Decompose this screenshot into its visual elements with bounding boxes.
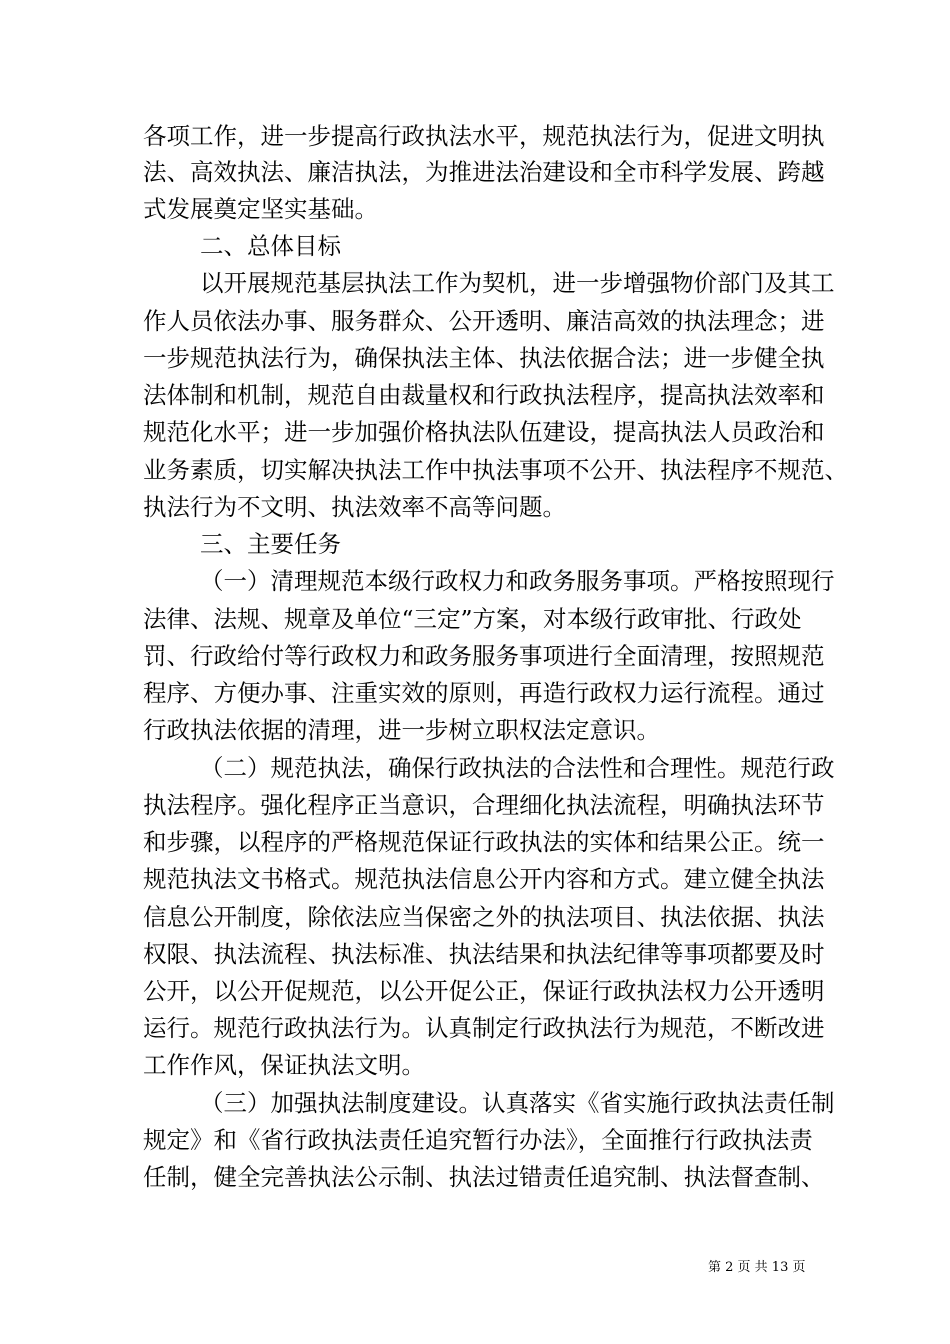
text-line: 行政执法依据的清理，进一步树立职权法定意识。 (143, 716, 660, 744)
section-heading: 三、主要任务 (200, 530, 341, 558)
text-line: 法、高效执法、廉洁执法，为推进法治建设和全市科学发展、跨越 (143, 158, 825, 186)
text-line: 程序、方便办事、注重实效的原则，再造行政权力运行流程。通过 (143, 679, 825, 707)
text-line: 作人员依法办事、服务群众、公开透明、廉洁高效的执法理念；进 (143, 307, 825, 335)
text-line: （一）清理规范本级行政权力和政务服务事项。严格按照现行 (200, 567, 835, 595)
page-number: 第 2 页 共 13 页 (708, 1260, 806, 1275)
text-line: 运行。规范行政执法行为。认真制定行政执法行为规范，不断改进 (143, 1014, 825, 1042)
text-line: 任制，健全完善执法公示制、执法过错责任追究制、执法督查制、 (143, 1163, 825, 1191)
text-line: 法律、法规、规章及单位“三定”方案，对本级行政审批、行政处 (143, 605, 802, 633)
text-line: 和步骤，以程序的严格规范保证行政执法的实体和结果公正。统一 (143, 828, 825, 856)
text-line: 执法行为不文明、执法效率不高等问题。 (143, 493, 566, 521)
text-line: 规定》和《省行政执法责任追究暂行办法》，全面推行行政执法责 (143, 1126, 813, 1154)
text-line: 信息公开制度，除依法应当保密之外的执法项目、执法依据、执法 (143, 903, 825, 931)
text-line: 法体制和机制，规范自由裁量权和行政执法程序，提高执法效率和 (143, 381, 825, 409)
text-line: 业务素质，切实解决执法工作中执法事项不公开、执法程序不规范、 (143, 456, 848, 484)
text-line: 工作作风，保证执法文明。 (143, 1051, 425, 1079)
text-line: 权限、执法流程、执法标准、执法结果和执法纪律等事项都要及时 (143, 940, 825, 968)
text-line: 规范执法文书格式。规范执法信息公开内容和方式。建立健全执法 (143, 865, 825, 893)
text-line: 公开，以公开促规范，以公开促公正，保证行政执法权力公开透明 (143, 977, 825, 1005)
text-line: 罚、行政给付等行政权力和政务服务事项进行全面清理，按照规范 (143, 642, 825, 670)
text-line: 一步规范执法行为，确保执法主体、执法依据合法；进一步健全执 (143, 344, 825, 372)
text-line: （二）规范执法，确保行政执法的合法性和合理性。规范行政 (200, 754, 835, 782)
text-line: 执法程序。强化程序正当意识，合理细化执法流程，明确执法环节 (143, 791, 825, 819)
text-line: 各项工作，进一步提高行政执法水平，规范执法行为，促进文明执 (143, 122, 825, 150)
text-line: 式发展奠定坚实基础。 (143, 195, 378, 223)
text-line: 规范化水平；进一步加强价格执法队伍建设，提高执法人员政治和 (143, 418, 825, 446)
text-line: 以开展规范基层执法工作为契机，进一步增强物价部门及其工 (200, 269, 835, 297)
text-line: （三）加强执法制度建设。认真落实《省实施行政执法责任制 (200, 1089, 835, 1117)
section-heading: 二、总体目标 (200, 232, 341, 260)
